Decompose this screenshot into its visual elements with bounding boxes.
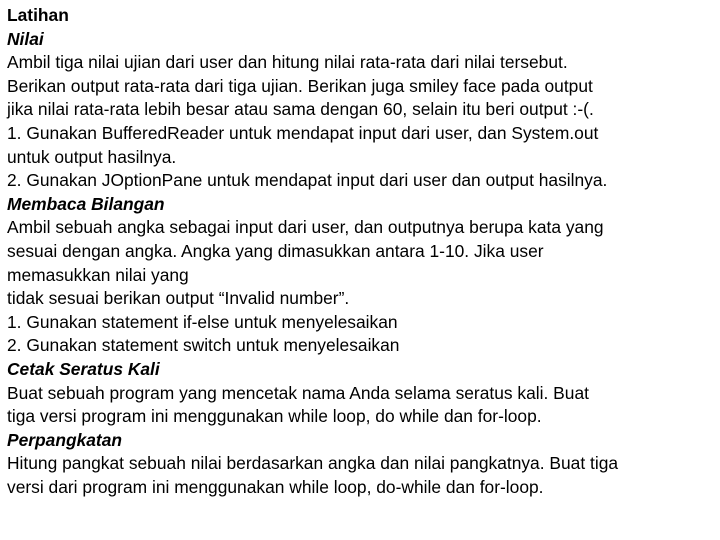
document-page <box>7 4 717 499</box>
section-line: 1. Gunakan statement if-else untuk menyelesaikan <box>7 311 398 332</box>
section-line: sesuai dengan angka. Angka yang dimasukkan antara 1-10. Jika user <box>7 240 544 261</box>
section-line: Berikan output rata-rata dari tiga ujian. Berikan juga smiley face pada output <box>7 75 593 96</box>
section-heading-cetak-seratus-kali: Cetak Seratus Kali <box>7 358 160 379</box>
section-line: untuk output hasilnya. <box>7 146 177 167</box>
section-line: 2. Gunakan statement switch untuk menyelesaikan <box>7 335 400 356</box>
section-heading-nilai: Nilai <box>7 28 44 49</box>
section-line: Ambil sebuah angka sebagai input dari user, dan outputnya berupa kata yang <box>7 217 604 238</box>
section-line: 2. Gunakan JOptionPane untuk mendapat input dari user dan output hasilnya. <box>7 170 608 191</box>
section-line: memasukkan nilai yang <box>7 264 189 285</box>
section-line: versi dari program ini menggunakan while loop, do-while dan for-loop. <box>7 476 544 497</box>
section-line: jika nilai rata-rata lebih besar atau sama dengan 60, selain itu beri output :-(. <box>7 99 594 120</box>
section-line: tiga versi program ini menggunakan while loop, do while dan for-loop. <box>7 406 542 427</box>
section-line: tidak sesuai berikan output “Invalid number”. <box>7 288 350 309</box>
section-line: 1. Gunakan BufferedReader untuk mendapat input dari user, dan System.out <box>7 122 599 143</box>
section-line: Ambil tiga nilai ujian dari user dan hitung nilai rata-rata dari nilai tersebut. <box>7 52 568 73</box>
section-line: Buat sebuah program yang mencetak nama Anda selama seratus kali. Buat <box>7 382 589 403</box>
section-heading-perpangkatan: Perpangkatan <box>7 429 123 450</box>
section-heading-membaca-bilangan: Membaca Bilangan <box>7 193 165 214</box>
document-title: Latihan <box>7 5 69 25</box>
section-line: Hitung pangkat sebuah nilai berdasarkan angka dan nilai pangkatnya. Buat tiga <box>7 453 619 474</box>
